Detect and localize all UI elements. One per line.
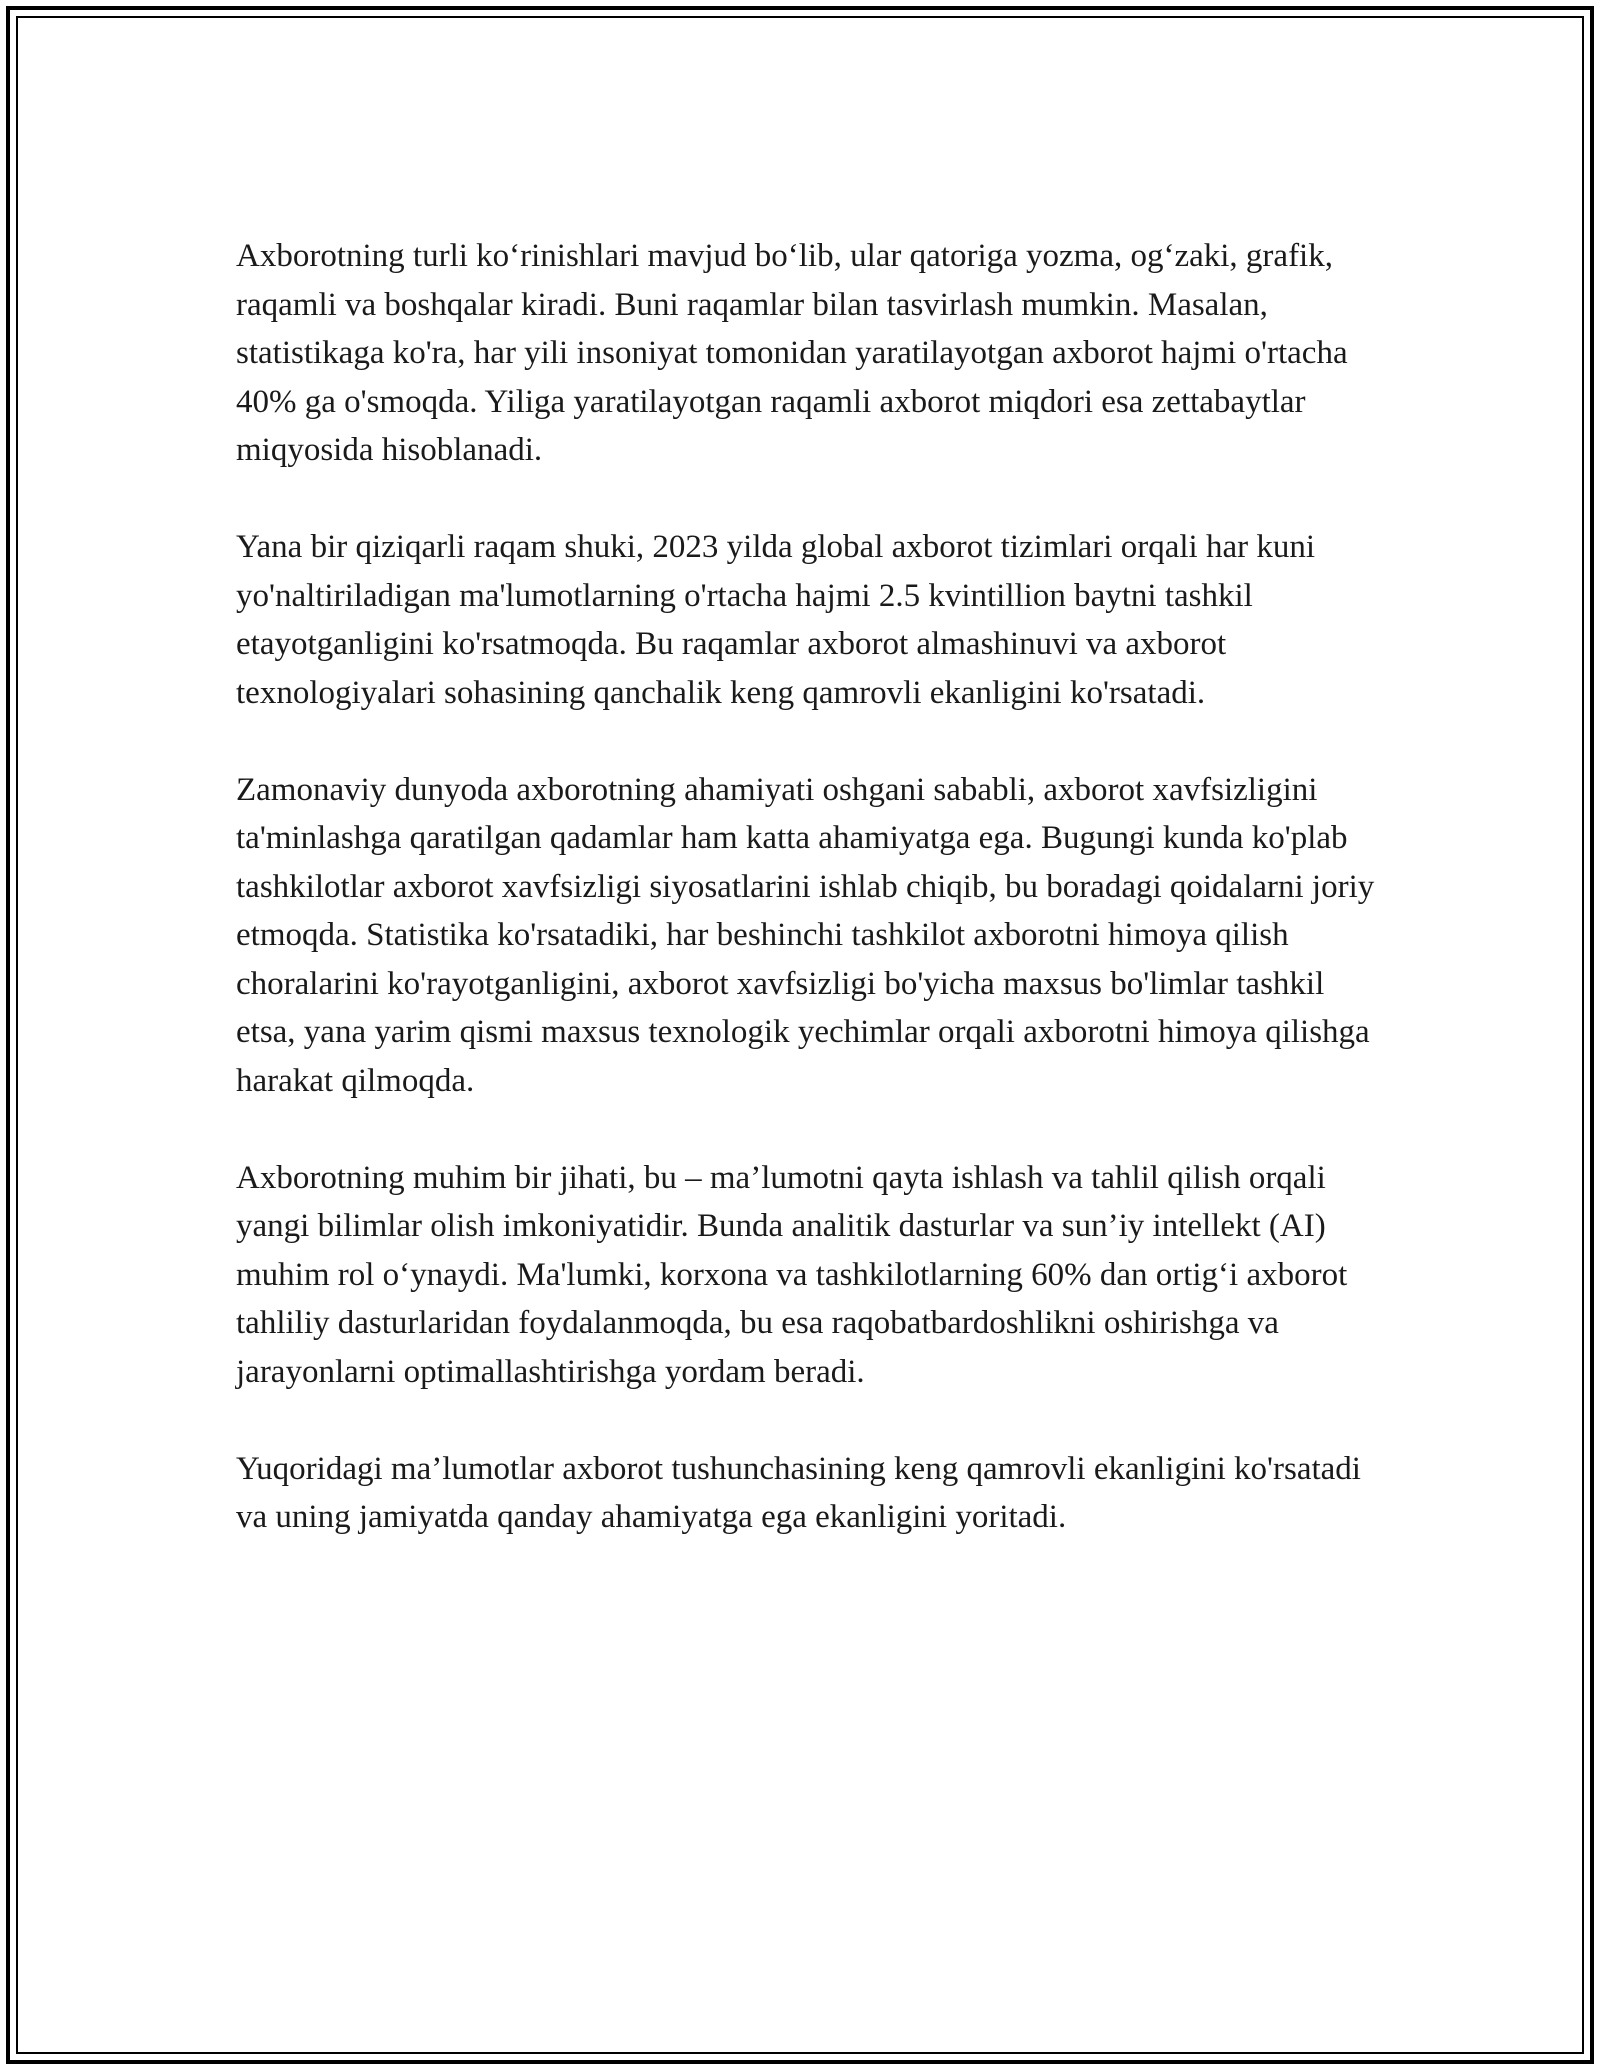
paragraph-3: Zamonaviy dunyoda axborotning ahamiyati oshgani sababli, axborot xavfsizligini ta'minlashga qaratilgan qadamlar ham katta ahamiyatga ega. Bugungi kunda ko'plab tashkilotlar axborot xavfsizligi siyosatlarini ishlab chiqib, bu boradagi qoidalarni joriy etmoqda. Statistika ko'rsatadiki, har beshinchi tashkilot axborotni himoya qilish choralarini ko'rayotganligini, axborot xavfsizligi bo'yicha maxsus bo'limlar tashkil etsa, yana yarim qismi maxsus texnologik yechimlar orqali axborotni himoya qilishga harakat qilmoqda. [236,771,1375,1099]
paragraph-1: Axborotning turli ko‘rinishlari mavjud bo‘lib, ular qatoriga yozma, og‘zaki, grafik, raqamli va boshqalar kiradi. Buni raqamlar bilan tasvirlash mumkin. Masalan, statistikaga ko'ra, har yili insoniyat tomonidan yaratilayotgan axborot hajmi o'rtacha 40% ga o'smoqda. Yiliga yaratilayotgan raqamli axborot miqdori esa zettabaytlar miqyosida hisoblanadi. [236,238,1348,468]
paragraph-5: Yuqoridagi ma’lumotlar axborot tushunchasining keng qamrovli ekanligini ko'rsatadi va uning jamiyatda qanday ahamiyatga ega ekanligini yoritadi. [236,1450,1361,1535]
document-body [236,232,1386,1590]
paragraph-4: Axborotning muhim bir jihati, bu – ma’lumotni qayta ishlash va tahlil qilish orqali yangi bilimlar olish imkoniyatidir. Bunda analitik dasturlar va sun’iy intellekt (AI) muhim rol o‘ynaydi. Ma'lumki, korxona va tashkilotlarning 60% dan ortig‘i axborot tahliliy dasturlaridan foydalanmoqda, bu esa raqobatbardoshlikni oshirishga va jarayonlarni optimallashtirishga yordam beradi. [236,1159,1348,1390]
paragraph-2: Yana bir qiziqarli raqam shuki, 2023 yilda global axborot tizimlari orqali har kuni yo'naltiriladigan ma'lumotlarning o'rtacha hajmi 2.5 kvintillion baytni tashkil etayotganligini ko'rsatmoqda. Bu raqamlar axborot almashinuvi va axborot texnologiyalari sohasining qanchalik keng qamrovli ekanligini ko'rsatadi. [236,529,1315,711]
